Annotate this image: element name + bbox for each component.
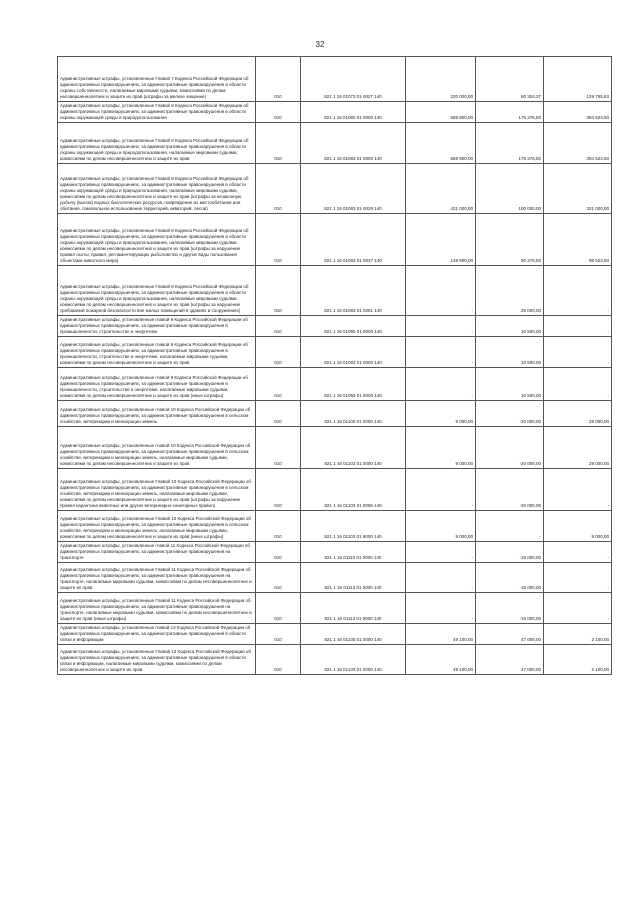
row-description: Административные штрафы, установленные Главой 8 Кодекса Российской Федерации об административных правонарушениях, за административные правонарушения в области охраны окружающей среды и природопользования, налагаемые мировыми судьями, комиссиями по делам несовершеннолетних и защите их прав (штрафы за незаконную добычу (вылов) водных биологических ресурсов, повреждение их местообитания или обитания, самовольное использование территорий, акваторий, лесов) — [58, 164, 256, 214]
row-description: Административные штрафы, установленные Главой 10 Кодекса Российской Федерации об административных правонарушениях, за административные правонарушения в сельском хозяйстве, ветеринарии и мелиорации земель, налагаемые мировыми судьями, комиссиями по делам несовершеннолетних и защите их прав (иные штрафы) — [58, 511, 256, 542]
row-unexecuted-amount: 2 100,00 — [544, 645, 612, 675]
row-description: Административные штрафы, установленные Главой 11 Кодекса Российской Федерации об административных правонарушениях, за административные правонарушения на транспорте, налагаемые мировыми судьями, комиссиями по делам несовершеннолетних и защите их прав (иные штрафы) — [58, 593, 256, 624]
table-row — [58, 645, 612, 675]
table-row — [58, 401, 612, 427]
row-admin-code: 010 — [256, 624, 301, 645]
row-approved-amount: - — [406, 563, 476, 593]
row-executed-amount: 47 000,00 — [476, 624, 544, 645]
row-unexecuted-amount: - — [544, 316, 612, 337]
row-unexecuted-amount: - — [544, 469, 612, 511]
row-admin-code: 010 — [256, 563, 301, 593]
row-description: Административные штрафы, установленные Главой 11 Кодекса Российской Федерации об административных правонарушениях, за административные правонарушения на транспорте, налагаемые мировыми судьями, комиссиями по делам несовершеннолетних и защите их прав — [58, 563, 256, 593]
row-approved-amount: - — [406, 542, 476, 563]
row-unexecuted-amount: 129 795,63 — [544, 57, 612, 102]
budget-table — [57, 56, 612, 675]
row-admin-code: 010 — [256, 102, 301, 123]
row-admin-code: 010 — [256, 469, 301, 511]
row-admin-code: 010 — [256, 316, 301, 337]
table-row — [58, 511, 612, 542]
row-approved-amount: 569 900,00 — [406, 102, 476, 123]
row-description: Административные штрафы, установленные главой 9 Кодекса Российской Федерации об административных правонарушениях, за административные правонарушения в промышленности, строительстве и энергетике, налагаемые мировыми судьями, комиссиями по делам несовершеннолетних и защите их прав — [58, 337, 256, 368]
row-description: Административные штрафы, установленные Главой 8 Кодекса Российской Федерации об административных правонарушениях, за административные правонарушения в области охраны окружающей среды и природопользования, налагаемые мировыми судьями, комиссиями по делам несовершеннолетних и защите их прав (штрафы за нарушение требований пожарной безопасности вне жилых помещений в зданиях и сооружениях) — [58, 266, 256, 316]
row-kbk-code: 821 1 16 01093 01 9000 140 — [301, 368, 406, 401]
row-unexecuted-amount: - — [544, 368, 612, 401]
row-kbk-code: 821 1 16 01073 01 0027 140 — [301, 57, 406, 102]
row-executed-amount: 10 500,00 — [476, 337, 544, 368]
row-kbk-code: 821 1 16 01113 01 0000 140 — [301, 563, 406, 593]
row-unexecuted-amount: 394 523,50 — [544, 123, 612, 164]
row-approved-amount: 49 100,00 — [406, 624, 476, 645]
table-row — [58, 266, 612, 316]
row-kbk-code: 821 1 16 01103 01 0006 140 — [301, 469, 406, 511]
row-unexecuted-amount: 29 000,00 — [544, 401, 612, 427]
row-kbk-code: 821 1 16 01103 01 9000 140 — [301, 511, 406, 542]
row-approved-amount: - — [406, 266, 476, 316]
row-executed-amount: 10 500,00 — [476, 368, 544, 401]
row-approved-amount: 148 900,00 — [406, 214, 476, 266]
row-kbk-code: 821 1 16 01080 01 0000 140 — [301, 102, 406, 123]
row-admin-code: 010 — [256, 266, 301, 316]
row-executed-amount: 50 376,50 — [476, 214, 544, 266]
row-approved-amount: - — [406, 337, 476, 368]
row-description: Административные штрафы, установленные главой 9 Кодекса Российской Федерации об административных правонарушениях, за административные правонарушения в промышленности, строительстве и энергетике, налагаемые мировыми судьями, комиссиями по делам несовершеннолетних и защите их прав (иные штрафы) — [58, 368, 256, 401]
table-row — [58, 214, 612, 266]
row-description: Административные штрафы, установленные Главой 8 Кодекса Российской Федерации об административных правонарушениях, за административные правонарушения в области охраны окружающей среды и природопользования, налагаемые мировыми судьями, комиссиями по делам несовершеннолетних и защите их прав — [58, 123, 256, 164]
row-executed-amount: 25 000,00 — [476, 266, 544, 316]
row-description: Административные штрафы, установленные Главой 13 Кодекса Российской Федерации об административных правонарушениях, за административные правонарушения в области связи и информации, налагаемые мировыми судьями, комиссиями по делам несовершеннолетних и защите их прав — [58, 645, 256, 675]
table-row — [58, 102, 612, 123]
row-description: Административные штрафы, установленные Главой 7 Кодекса Российской Федерации об административных правонарушениях, за административные правонарушения в области охраны собственности, налагаемые мировыми судьями, комиссиями по делам несовершеннолетних и защите их прав (штрафы за мелкое хищение) — [58, 57, 256, 102]
row-approved-amount: - — [406, 368, 476, 401]
row-approved-amount: 220 000,00 — [406, 57, 476, 102]
row-unexecuted-amount: 98 523,50 — [544, 214, 612, 266]
row-approved-amount: 9 000,00 — [406, 401, 476, 427]
page-number: 32 — [315, 40, 325, 49]
row-admin-code: 010 — [256, 401, 301, 427]
row-admin-code: 010 — [256, 164, 301, 214]
table-row — [58, 563, 612, 593]
row-admin-code: 010 — [256, 368, 301, 401]
row-unexecuted-amount: 2 100,00 — [544, 624, 612, 645]
row-admin-code: 010 — [256, 511, 301, 542]
table-row — [58, 427, 612, 469]
row-approved-amount: - — [406, 469, 476, 511]
row-approved-amount: - — [406, 316, 476, 337]
row-executed-amount: 100 000,00 — [476, 164, 544, 214]
row-description: Административные штрафы, установленные Главой 8 Кодекса Российской Федерации об административных правонарушениях, за административные правонарушения в области охраны окружающей среды и природопользования — [58, 102, 256, 123]
row-executed-amount: 175 376,50 — [476, 123, 544, 164]
row-description: Административные штрафы, установленные Главой 10 Кодекса Российской Федерации об административных правонарушениях, за административные правонарушения в сельском хозяйстве, ветеринарии и мелиорации земель, налагаемые мировыми судьями, комиссиями по делам несовершеннолетних и защите их прав (штрафы за нарушение правил карантина животных или других ветеринарно-санитарных правил) — [58, 469, 256, 511]
row-description: Административные штрафы, установленные главой 13 Кодекса Российской Федерации об административных правонарушениях, за административные правонарушения в области связи и информации — [58, 624, 256, 645]
row-unexecuted-amount: - — [544, 593, 612, 624]
table-row — [58, 542, 612, 563]
row-approved-amount: - — [406, 593, 476, 624]
row-unexecuted-amount: - — [544, 542, 612, 563]
row-admin-code: 010 — [256, 337, 301, 368]
row-unexecuted-amount: - — [544, 266, 612, 316]
row-admin-code: 010 — [256, 542, 301, 563]
row-admin-code: 010 — [256, 427, 301, 469]
row-kbk-code: 821 1 16 01103 01 0000 140 — [301, 427, 406, 469]
row-executed-amount: -15 000,00 — [476, 563, 544, 593]
row-description: Административные штрафы, установленные главой 10 Кодекса Российской Федерации об административных правонарушениях, за административные правонарушения в сельском хозяйстве, ветеринарии и мелиорации земель — [58, 401, 256, 427]
row-unexecuted-amount: 321 000,00 — [544, 164, 612, 214]
table-row — [58, 368, 612, 401]
table-row — [58, 316, 612, 337]
row-kbk-code: 821 1 16 01090 01 0000 140 — [301, 316, 406, 337]
table-row — [58, 593, 612, 624]
row-kbk-code: 821 1 16 01083 01 0028 140 — [301, 164, 406, 214]
row-admin-code: 010 — [256, 57, 301, 102]
row-kbk-code: 821 1 16 01083 01 0037 140 — [301, 214, 406, 266]
row-kbk-code: 821 1 16 01130 01 0000 140 — [301, 624, 406, 645]
row-executed-amount: -15 000,00 — [476, 593, 544, 624]
row-executed-amount: -20 000,00 — [476, 401, 544, 427]
row-executed-amount: -20 000,00 — [476, 469, 544, 511]
table-row — [58, 337, 612, 368]
row-admin-code: 010 — [256, 214, 301, 266]
row-kbk-code: 821 1 16 01110 01 0000 140 — [301, 542, 406, 563]
row-description: Административные штрафы, установленные главой 9 Кодекса Российской Федерации об административных правонарушениях, за административные правонарушения в промышленности, строительстве и энергетике — [58, 316, 256, 337]
row-approved-amount: 569 900,00 — [406, 123, 476, 164]
row-executed-amount: -20 000,00 — [476, 427, 544, 469]
table-row — [58, 469, 612, 511]
row-executed-amount: -15 000,00 — [476, 542, 544, 563]
row-kbk-code: 821 1 16 01113 01 9000 140 — [301, 593, 406, 624]
table-row — [58, 164, 612, 214]
row-description: Административные штрафы, установленные Главой 8 Кодекса Российской Федерации об административных правонарушениях, за административные правонарушения в области охраны окружающей среды и природопользования, налагаемые мировыми судьями, комиссиями по делам несовершеннолетних и защите их прав (штрафы за нарушение правил охоты, правил, регламентирующих рыболовство и другие виды пользования объектами животного мира) — [58, 214, 256, 266]
row-approved-amount: 9 000,00 — [406, 427, 476, 469]
row-executed-amount: 10 500,00 — [476, 316, 544, 337]
row-approved-amount: 49 100,00 — [406, 645, 476, 675]
row-admin-code: 010 — [256, 645, 301, 675]
row-admin-code: 010 — [256, 123, 301, 164]
table-row — [58, 123, 612, 164]
row-unexecuted-amount: 394 523,50 — [544, 102, 612, 123]
row-kbk-code: 821 1 16 01133 01 0000 140 — [301, 645, 406, 675]
row-executed-amount: 47 000,00 — [476, 645, 544, 675]
row-kbk-code: 821 1 16 01100 01 0000 140 — [301, 401, 406, 427]
row-unexecuted-amount: - — [544, 337, 612, 368]
row-executed-amount: - — [476, 511, 544, 542]
row-kbk-code: 821 1 16 01083 01 0281 140 — [301, 266, 406, 316]
row-executed-amount: 175 376,50 — [476, 102, 544, 123]
row-kbk-code: 821 1 16 01083 01 0000 140 — [301, 123, 406, 164]
table-row — [58, 57, 612, 102]
row-kbk-code: 821 1 16 01093 01 0000 140 — [301, 337, 406, 368]
row-executed-amount: 90 304,37 — [476, 57, 544, 102]
row-approved-amount: 421 000,00 — [406, 164, 476, 214]
row-description: Административные штрафы, установленные главой 11 Кодекса Российской Федерации об административных правонарушениях, за административные правонарушения на транспорте — [58, 542, 256, 563]
row-approved-amount: 9 000,00 — [406, 511, 476, 542]
table-row — [58, 624, 612, 645]
row-unexecuted-amount: 29 000,00 — [544, 427, 612, 469]
row-unexecuted-amount: 9 000,00 — [544, 511, 612, 542]
row-unexecuted-amount: - — [544, 563, 612, 593]
table-body — [58, 57, 612, 675]
row-description: Административные штрафы, установленные главой 10 Кодекса Российской Федерации об административных правонарушениях, за административные правонарушения в сельском хозяйстве, ветеринарии и мелиорации земель, налагаемые мировыми судьями, комиссиями по делам несовершеннолетних и защите их прав — [58, 427, 256, 469]
row-admin-code: 010 — [256, 593, 301, 624]
